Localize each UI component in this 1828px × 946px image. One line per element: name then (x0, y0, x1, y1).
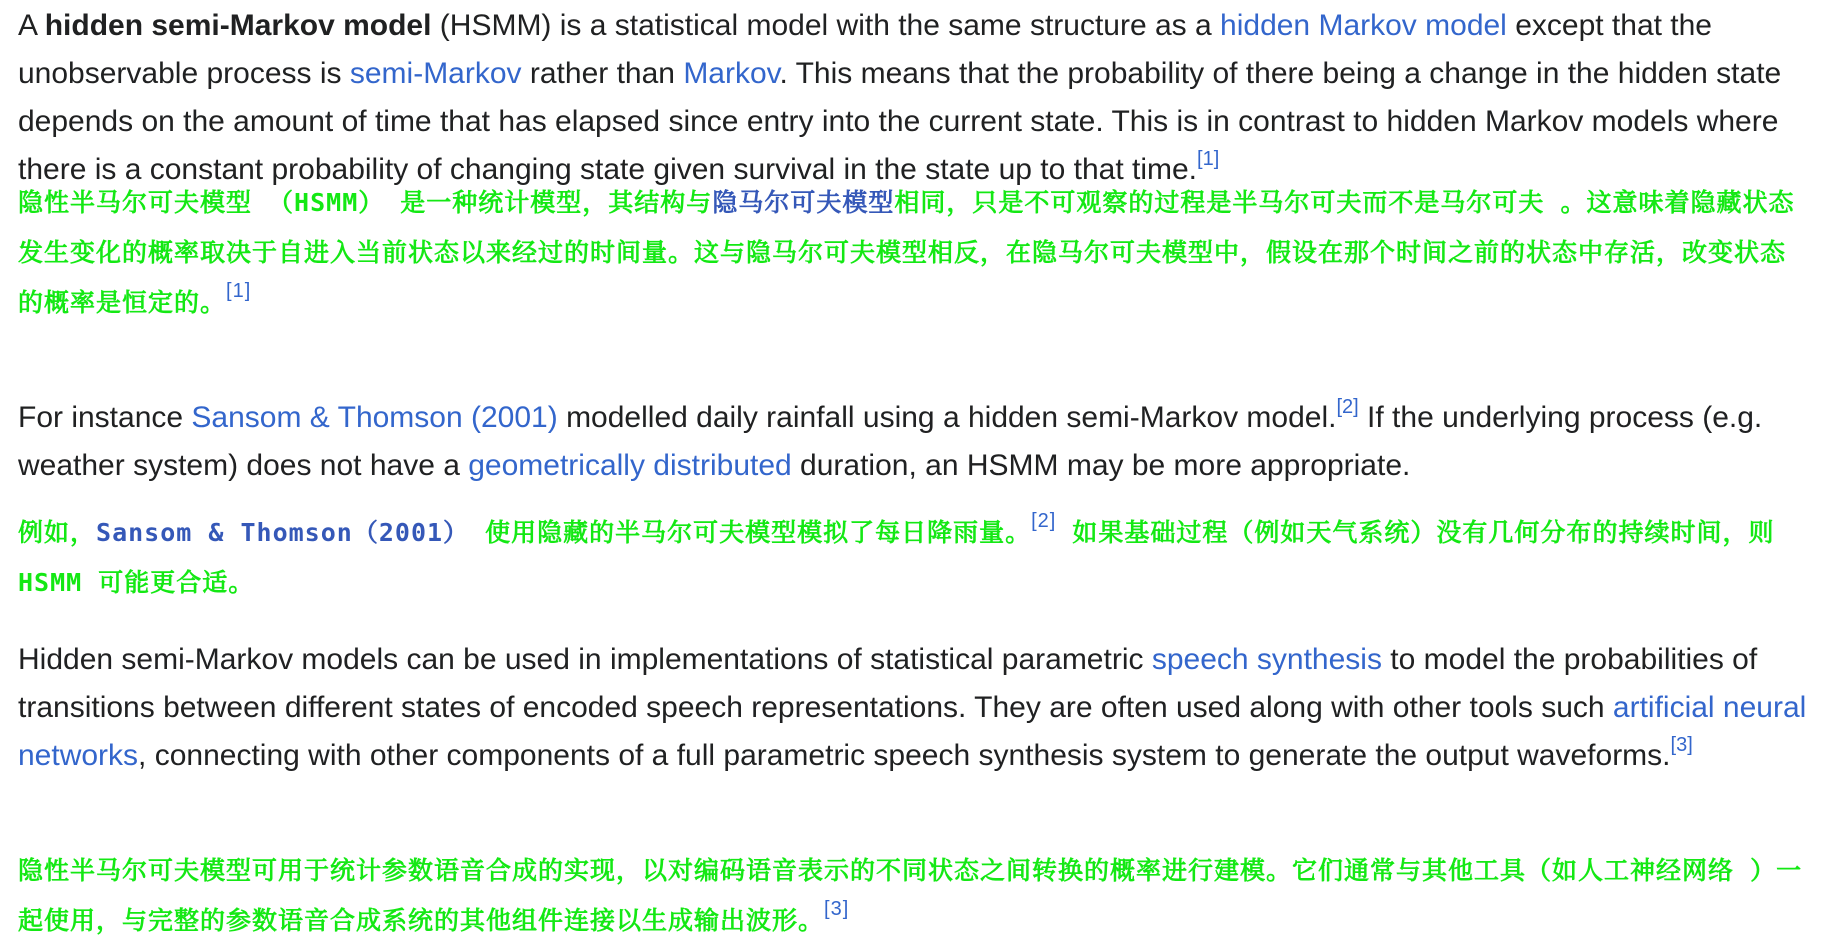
p1-text-5: . This means that the probability of there being a change in the hidden state depends on the amount of time that has elapsed since entry into the current state. This is in contrast to hidden Markov models where there is a constant probability of changing state given survival in the state up to that time. (18, 57, 1782, 186)
reference-3-link[interactable]: [3] (1670, 734, 1693, 756)
zh-reference-2-link[interactable]: [2] (1031, 510, 1057, 532)
p3-text-2: to model the probabilities of transitions between different states of encoded speech representations. They are often used along with other tools such (18, 643, 1758, 724)
p1-bold-term: hidden semi-Markov model (44, 9, 432, 42)
p2-zh-text-3: 如果基础过程（例如天气系统）没有 (1056, 518, 1489, 547)
paragraph-1-translation (18, 178, 1810, 328)
p3-zh-text-2: 的实现，以对编码语音表示的不同状态之间转换的概率进行建模。它们通常与其他工具（如 (538, 856, 1579, 885)
p2-text-4: duration, an HSMM may be more appropriate. (791, 449, 1411, 482)
p3-zh-text-3: ）一起使用，与完整的参数语音合成系统的其他组件连接以生成输出波形。 (18, 856, 1803, 935)
paragraph-1-english (18, 2, 1810, 194)
p1-zh-text-2: 相同，只是不可观察的过程是 (894, 188, 1233, 217)
link-markov[interactable]: Markov (683, 57, 780, 90)
p3-zh-term-speech-synthesis: 语音合成 (434, 856, 539, 885)
link-semi-markov[interactable]: semi-Markov (349, 57, 522, 90)
link-artificial-neural-networks[interactable]: artificial neural networks (18, 691, 1807, 772)
link-speech-synthesis[interactable]: speech synthesis (1151, 643, 1382, 676)
zh-link-sansom-thomson[interactable]: Sansom & Thomson（2001） (96, 518, 470, 547)
paragraph-3-english (18, 636, 1810, 780)
p1-zh-term-semi-markov: 半马尔可夫 (1232, 188, 1363, 217)
p2-text-2: modelled daily rainfall using a hidden semi-Markov model. (557, 401, 1337, 434)
reference-1-link[interactable]: [1] (1197, 148, 1220, 170)
link-sansom-thomson[interactable]: Sansom & Thomson (2001) (191, 401, 558, 434)
p1-zh-text-3: 而不是 (1362, 188, 1441, 217)
p2-zh-term-geometric: 几何分布 (1488, 518, 1593, 547)
p2-zh-text-2: 使用隐藏的半马尔可夫模型模拟了每日降雨量。 (469, 518, 1032, 547)
reference-2-link[interactable]: [2] (1336, 396, 1359, 418)
p2-text-1: For instance (18, 401, 192, 434)
p1-zh-text-4: 。这意味着隐藏状态发生变化的概率取决于自进入当前状态以来经过的时间量。这与隐马尔可夫模型相反，在隐马尔可夫模型中，假设在那个时间之前的状态中存活，改变状态的概率是恒定的。 (18, 188, 1795, 317)
p3-text-3: , connecting with other components of a full parametric speech synthesis system to generate the output waveforms. (138, 739, 1671, 772)
p2-zh-text-4: 的持续时间，则 HSMM 可能更合适。 (18, 518, 1775, 597)
zh-reference-3-link[interactable]: [3] (824, 898, 850, 920)
zh-reference-1-link[interactable]: [1] (226, 280, 252, 302)
p1-zh-term-markov: 马尔可夫 (1440, 188, 1545, 217)
paragraph-3-translation (18, 846, 1810, 946)
p2-zh-text-1: 例如， (18, 518, 97, 547)
p1-text-1: A (18, 9, 45, 42)
p1-text-4: rather than (521, 57, 684, 90)
p1-zh-text-1: 隐性半马尔可夫模型 （HSMM） 是一种统计模型，其结构与 (18, 188, 713, 217)
zh-link-hidden-markov-model[interactable]: 隐马尔可夫模型 (712, 188, 895, 217)
p3-zh-term-neural-networks: 人工神经网络 (1578, 856, 1735, 885)
p3-zh-text-1: 隐性半马尔可夫模型可用于统计参数 (18, 856, 435, 885)
link-hidden-markov-model[interactable]: hidden Markov model (1220, 9, 1507, 42)
link-geometrically-distributed[interactable]: geometrically distributed (468, 449, 792, 482)
paragraph-2-translation (18, 508, 1810, 608)
p1-text-3: except that the unobservable process is (18, 9, 1712, 90)
p2-text-3: If the underlying process (e.g. weather system) does not have a (18, 401, 1763, 482)
paragraph-2-english (18, 394, 1810, 490)
p1-text-2: (HSMM) is a statistical model with the same structure as a (431, 9, 1221, 42)
p3-text-1: Hidden semi-Markov models can be used in implementations of statistical parametric (18, 643, 1152, 676)
